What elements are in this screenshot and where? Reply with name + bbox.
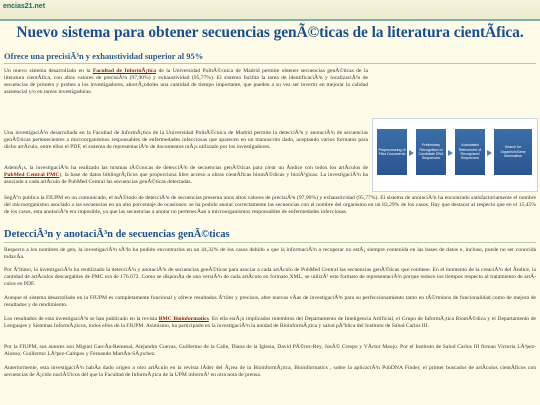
paragraph-7: Aunque el sistema desarrollado en la FIUPM es completamente funcional y ofrece resultados Ãºtiles y precisos, abre nuevas vÃas de investigaciÃ³n para su perfeccionamiento tanto en tÃ©rminos de funcionalidad como de mejora de resultados y de rendimiento. — [4, 295, 536, 308]
facultad-informatica-link[interactable]: Facultad de InformÃ¡tica — [92, 68, 157, 74]
arrow-right-icon — [487, 150, 492, 156]
arrow-right-icon — [448, 150, 453, 156]
pipeline-step-4: Search for Organism/Gene Information — [494, 129, 532, 175]
paragraph-4: SegÃºn publica la FIUPM en un comunicado, el mÃ©todo de detecciÃ³n de secuencias presenta unos altos valores de precisiÃ³n (97,90%) y exhaustividad (95,77%). El sistema de anotaciÃ³n ha encontrado satisfactoriamente el nombre del microorganismo asociado a las secuencias en un alto porcentaje de ocasiones: se ha podido anotar correctamente las secuencias con el nombre del organismo en un 83,29% de los casos. Hay que destacar al respecto que en el 15,45% de los casos, esta anotaciÃ³n era imposible, ya que las secuencias a anotar no pertenecÃan a microorganismos responsables de enfermedades infecciosas. — [4, 195, 536, 215]
paragraph-3 — [4, 165, 368, 186]
paragraph-8 — [4, 316, 536, 330]
pipeline-step-3: Automated Refinement of Recognized Sequences — [455, 129, 485, 175]
pipeline-diagram — [372, 118, 538, 192]
paragraph-1-text-a: Un nuevo sistema desarrollado en la — [4, 68, 93, 74]
paragraph-10: Anteriormente, esta investigaciÃ³n habÃa dado origen a otro artÃculo en la revista lÃder del Ã¡rea de la BioinformÃ¡tica, Bioinformatics , sobre la aplicaciÃ³n PubDNA Finder, el primer buscador de artÃculos cientÃficos con secuencias de Ã¡cido nuclÃ©icos del que la Facultad de InformÃ¡tica de la UPM informÃ³ en otra nota de prensa. — [4, 365, 536, 378]
paragraph-3-text-a: AdemÃ¡s, la investigaciÃ³n ha realizado las mismas tÃ©cnicas de detecciÃ³n de secuencias genÃ©ticas para crear un Ãndice con todos los artÃculos de — [4, 165, 368, 171]
paragraph-6: Por Ãºltimo, la investigaciÃ³n ha reutilizado la detecciÃ³n y anotaciÃ³n de secuencias genÃ©ticas para asociar a cada artÃculo de PubMed Central las secuencias genÃ©ticas que contiene. En el momento de la creaciÃ³n del Ãndice, la cantidad de artÃculos descargables de PMC era de 176.672. Como se disponÃa de una versiÃ³n de cada artÃculo en formato XML, se utilizÃ³ este formato de representaciÃ³n porque reduce los tiempos respecto al tratamiento de artÃculos en PDF. — [4, 267, 536, 287]
paragraph-1-text-b: de la Universidad PolitÃ©cnica de Madrid permite obtener secuencias genÃ©ticas de la literatura cientÃfica, con altos valores de precisiÃ³n (97,90%) y exhaustividad (95,77%). El sistema facilita la tarea de identificaciÃ³n y localizaciÃ³n de secuencias de primers y probes a los investigadores, ahorrÃ¡ndoles una cantidad de tiempo importante, que pueden a su vez ser invertir en mejorar la calidad asistencial y/o en tareas investigadoras. — [4, 68, 368, 95]
arrow-right-icon — [409, 150, 414, 156]
paragraph-5: Respecto a los nombres de gen, la investigaciÃ³n sÃ³lo ha podido encontrarlos en un 44,32% de los casos debido a que la informaciÃ³n a recuperar no estÃ¡ siempre contenida en las bases de datos e, incluso, puede no ser conocida todavÃa. — [4, 247, 536, 260]
paragraph-8-text-a: Los resultados de esta investigaciÃ³n se han publicado en la revista — [4, 316, 159, 322]
paragraph-9: Por la FIUPM, sus autores son Miguel GarcÃa-Remesal, Alejandro Cuevas, Guillermo de la Calle, Diana de la Iglesia, David PÃ©rez-Rey, JosÃ© Crespo y VÃctor Maojo. Por el Instituto de Salud Carlos III firman Victoria LÃ³pez-Alonso, Guillermo LÃ³pez-Campos y Fernando MartÃn-SÃ¡nchez. — [4, 344, 536, 357]
paragraph-8-text-b: . En ella estÃ¡n implicados miembros del Departamento de Inteligencia Artificial, el Grupo de InformÃ¡tica BiomÃ©dica y el Departamento de Lenguajes y Sistemas InformÃ¡ticos, todos ellos de la FIUPM. Asimismo, ha participado en la investigaciÃ³n la unidad de BioinformÃ¡tica y salud pÃºblica del Instituto de Salud Carlos III. — [4, 316, 536, 329]
site-header — [0, 0, 540, 21]
subtitle-divider — [4, 63, 536, 64]
paragraph-1 — [4, 68, 368, 96]
paragraph-3-text-b: ), la base de datos bibliogrÃ¡ficos que proporciona libre acceso a obras cientÃficas biomÃ©dicas y biolÃ³gicas. La investigaciÃ³n ha asociado a cada artÃculo de PubMed Central las secuencias genÃ©ticas detectadas. — [4, 172, 368, 185]
paragraph-2: Una investigaciÃ³n desarrollada en la Facultad de InformÃ¡tica de la Universidad PolitÃ©cnica de Madrid permite la detecciÃ³n y anotaciÃ³n de secuencias genÃ©ticas pertenecientes a microorganismos responsables de enfermedades infecciosas que aparecen en un manuscrito dado, aceptando varios formatos para dicho artÃculo, entre ellos el PDF, el sistema de representaciÃ³n de documentos mÃ¡s utilizado por los investigadores. — [4, 130, 368, 150]
pipeline-step-1: Preprocessing of Files Documents — [377, 129, 407, 175]
section-heading: DetecciÃ³n y anotaciÃ³n de secuencias genÃ©ticas — [4, 229, 230, 240]
page-title: Nuevo sistema para obtener secuencias genÃ©ticas de la literatura cientÃfica. — [16, 24, 524, 41]
pubmed-central-link[interactable]: PubMed Central PMC — [4, 172, 60, 178]
section-divider — [4, 242, 536, 243]
site-name[interactable]: encias21.net — [3, 3, 46, 10]
pipeline-step-2: Preliminary Recognition of Candidate DNA Sequences — [416, 129, 446, 175]
page-subtitle: Ofrece una precisiÃ³n y exhaustividad superior al 95% — [4, 51, 204, 61]
bmc-bioinformatics-link[interactable]: BMC Bioinformatics — [158, 316, 209, 322]
